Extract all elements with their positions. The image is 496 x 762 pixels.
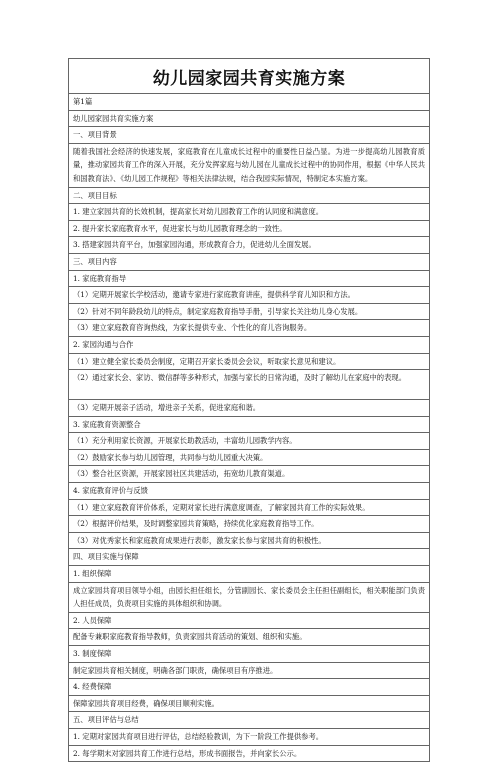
document-line: （2）通过家长会、家访、微信群等多种形式，加强与家长的日常沟通，及时了解幼儿在家庭中的表现。 [68, 369, 430, 399]
document-body [68, 93, 430, 762]
document-line: （3）整合社区资源，开展家园社区共建活动，拓宽幼儿教育渠道。 [68, 465, 430, 482]
document-line: 保障家园共育项目经费，确保项目顺利实施。 [68, 695, 430, 712]
document-line: 五、项目评估与总结 [68, 711, 430, 728]
document-line: 3. 制度保障 [68, 645, 430, 662]
document-line: 一、项目背景 [68, 126, 430, 143]
document-line: 4. 家庭教育评价与反馈 [68, 482, 430, 499]
document-line: 3. 家庭教育资源整合 [68, 416, 430, 433]
document-line: 第1篇 [68, 93, 430, 110]
document-line: 2. 提升家长家庭教育水平，促进家长与幼儿园教育理念的一致性。 [68, 220, 430, 237]
document-line: 三、项目内容 [68, 253, 430, 270]
document-title: 幼儿园家园共育实施方案 [68, 58, 430, 93]
document-page [68, 58, 430, 762]
document-line: 二、项目目标 [68, 187, 430, 204]
document-line: 1. 建立家园共育的长效机制，提高家长对幼儿园教育工作的认同度和满意度。 [68, 203, 430, 220]
document-line: （1）充分利用家长资源，开展家长助教活动，丰富幼儿园教学内容。 [68, 432, 430, 449]
document-line: 2. 家园沟通与合作 [68, 336, 430, 353]
document-line: （1）定期开展家长学校活动，邀请专家进行家庭教育讲座，提供科学育儿知识和方法。 [68, 286, 430, 303]
document-line: 1. 家庭教育指导 [68, 270, 430, 287]
document-line: 4. 经费保障 [68, 678, 430, 695]
document-line: （3）建立家庭教育咨询热线，为家长提供专业、个性化的育儿咨询服务。 [68, 319, 430, 336]
document-line: （2）针对不同年龄段幼儿的特点，制定家庭教育指导手册，引导家长关注幼儿身心发展。 [68, 303, 430, 320]
document-line: （3）对优秀家长和家庭教育成果进行表彰，激发家长参与家园共育的积极性。 [68, 532, 430, 549]
document-line: （1）建立健全家长委员会制度，定期召开家长委员会会议，听取家长意见和建议。 [68, 353, 430, 370]
document-line: 3. 搭建家园共育平台，加强家园沟通，形成教育合力，促进幼儿全面发展。 [68, 236, 430, 253]
document-line: 四、项目实施与保障 [68, 548, 430, 565]
document-line: （2）鼓励家长参与幼儿园管理，共同参与幼儿园重大决策。 [68, 449, 430, 466]
document-line: 2. 每学期末对家园共育工作进行总结，形成书面报告，并向家长公示。 [68, 745, 430, 762]
document-line: （3）定期开展亲子活动，增进亲子关系，促进家庭和谐。 [68, 399, 430, 416]
document-line: 1. 组织保障 [68, 565, 430, 582]
document-line: 1. 定期对家园共育项目进行评估，总结经验教训，为下一阶段工作提供参考。 [68, 728, 430, 745]
document-line: 成立家园共育项目领导小组，由园长担任组长，分管副园长、家长委员会主任担任副组长，相关职能部门负责人担任成员，负责项目实施的具体组织和协调。 [68, 582, 430, 612]
document-line: 2. 人员保障 [68, 612, 430, 629]
document-line: 制定家园共育相关制度，明确各部门职责，确保项目有序推进。 [68, 662, 430, 679]
document-line: 配备专兼职家庭教育指导教师，负责家园共育活动的策划、组织和实施。 [68, 628, 430, 645]
document-line: （2）根据评价结果，及时调整家园共育策略，持续优化家庭教育指导工作。 [68, 515, 430, 532]
document-line: 随着我国社会经济的快速发展，家庭教育在儿童成长过程中的重要性日益凸显。为进一步提高幼儿园教育质量，推动家园共育工作的深入开展，充分发挥家庭与幼儿园在儿童成长过程中的协同作用，根据《中华人民共和国教育法》、《幼儿园工作规程》等相关法律法规，结合我园实际情况，特制定本实施方案。 [68, 143, 430, 187]
document-line: （1）建立家庭教育评价体系，定期对家长进行满意度调查，了解家园共育工作的实际效果。 [68, 499, 430, 516]
document-line: 幼儿园家园共育实施方案 [68, 110, 430, 127]
